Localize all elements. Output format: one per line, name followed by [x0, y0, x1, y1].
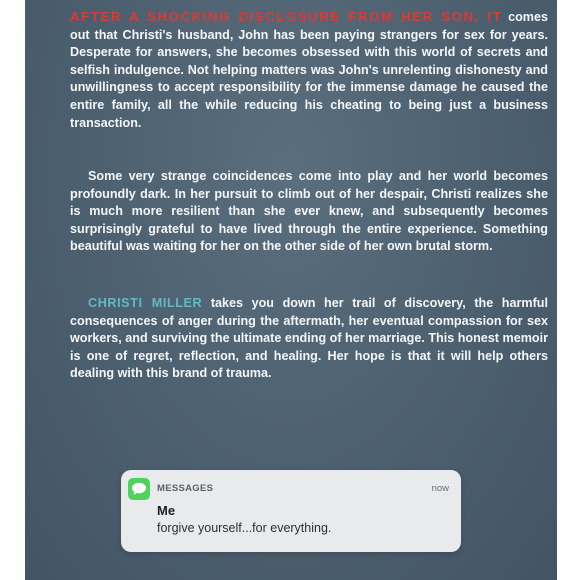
blurb-paragraph-1-body: comes out that Christi's husband, John has been paying strangers for sex for years. Desperate for answers, she becomes obsessed with this world of secrets and selfish indulgence. Not helping matters was John's unrelenting dishonesty and unwillingness to accept responsibility for the immense damage he caused the entire family, all the while reducing his cheating to being just a business transaction. — [70, 10, 548, 130]
blurb-paragraph-1 — [70, 8, 548, 132]
message-notification[interactable] — [121, 470, 461, 552]
notification-time: now — [431, 483, 449, 494]
messages-bubble-icon — [128, 478, 150, 500]
notification-app-name: MESSAGES — [157, 483, 214, 494]
blurb-paragraph-3-body: takes you down her trail of discovery, the harmful consequences of anger during the aftermath, her eventual compassion for sex workers, and surviving the ultimate ending of her marriage. This honest memoir is one of regret, reflection, and healing. Her hope is that it will help others dealing with this brand of trauma. — [70, 296, 548, 381]
book-back-cover — [25, 0, 557, 580]
blurb-lead-text: AFTER A SHOCKING DISCLOSURE FROM HER SON, IT — [70, 9, 503, 24]
author-name: CHRISTI MILLER — [88, 296, 203, 310]
notification-sender: Me — [157, 503, 176, 518]
notification-message: forgive yourself...for everything. — [157, 521, 332, 535]
blurb-paragraph-3 — [70, 295, 548, 383]
blurb-paragraph-2: Some very strange coincidences come into play and her world becomes profoundly dark. In her pursuit to climb out of her despair, Christi realizes she is much more resilient than she ever knew, and subsequently becomes surprisingly grateful to have lived through the entire experience. Something beautiful was waiting for her on the other side of her own brutal storm. — [70, 169, 548, 254]
